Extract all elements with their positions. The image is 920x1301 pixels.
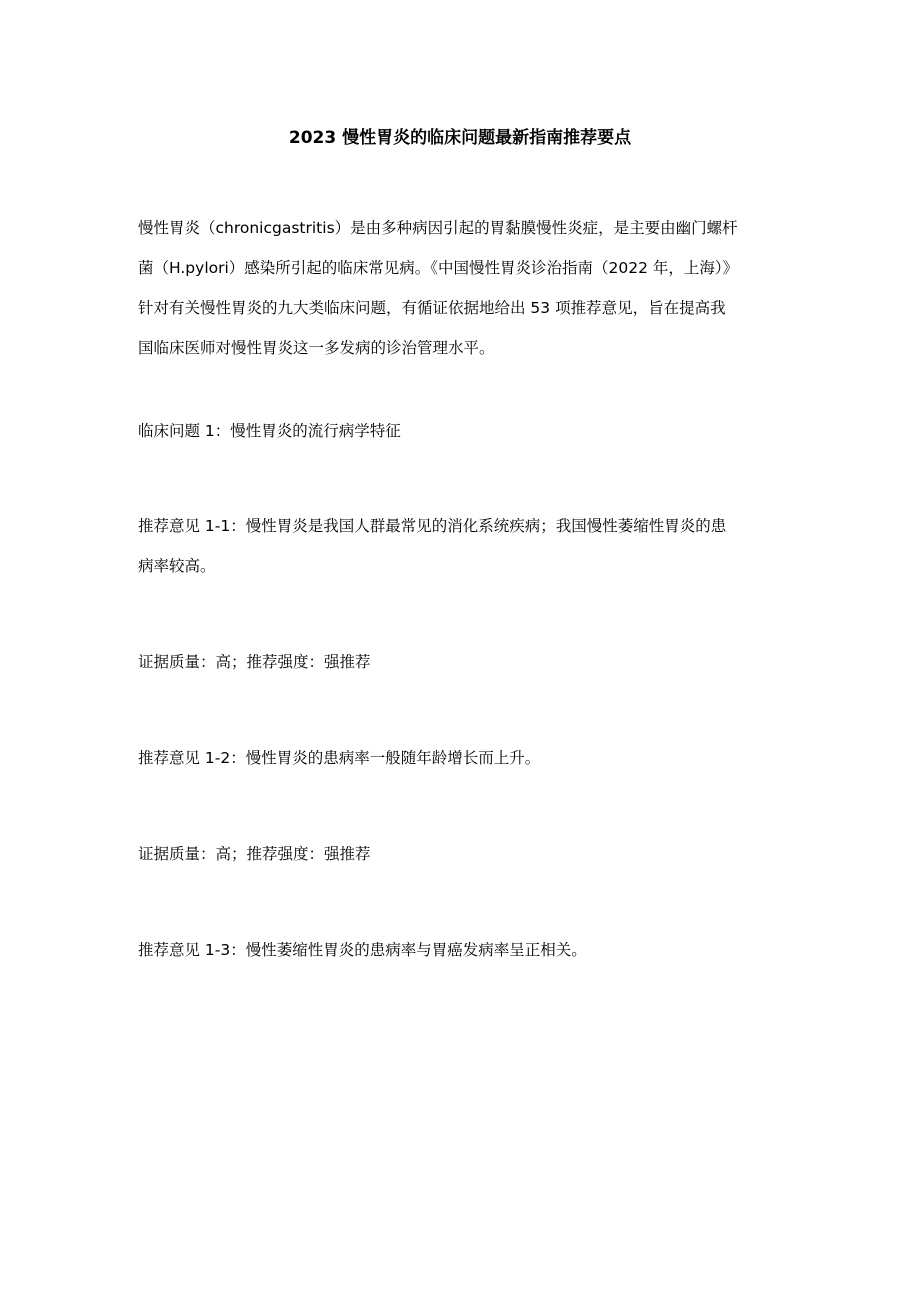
intro-line-3: 针对有关慢性胃炎的九大类临床问题，有循证依据地给出 53 项推荐意见，旨在提高我: [138, 299, 726, 317]
recommendation-1-2: [138, 738, 788, 778]
clinical-question-1: 临床问题 1：慢性胃炎的流行病学特征: [138, 422, 401, 440]
evidence-quality-2-text: 证据质量：高；推荐强度：强推荐: [138, 845, 371, 863]
document-body: [138, 208, 788, 970]
recommendation-1-1: [138, 506, 788, 586]
evidence-quality-2: [138, 834, 788, 874]
intro-line-2: 菌（H.pylori）感染所引起的临床常见病。《中国慢性胃炎诊治指南（2022 年，上海）》: [138, 259, 739, 277]
intro-line-4: 国临床医师对慢性胃炎这一多发病的诊治管理水平。: [138, 339, 495, 357]
recommendation-1-2-text: 推荐意见 1-2：慢性胃炎的患病率一般随年龄增长而上升。: [138, 749, 541, 767]
evidence-quality-1-text: 证据质量：高；推荐强度：强推荐: [138, 653, 371, 671]
clinical-question-heading: [138, 411, 788, 451]
recommendation-1-3: [138, 930, 788, 970]
evidence-quality-1: [138, 642, 788, 682]
recommendation-1-1-line-2: 病率较高。: [138, 557, 216, 575]
intro-paragraph: [138, 208, 788, 368]
intro-line-1: 慢性胃炎（chronicgastritis）是由多种病因引起的胃黏膜慢性炎症，是主要由幽门螺杆: [138, 219, 738, 237]
document-title: 2023 慢性胃炎的临床问题最新指南推荐要点: [288, 128, 632, 148]
recommendation-1-1-line-1: 推荐意见 1-1：慢性胃炎是我国人群最常见的消化系统疾病；我国慢性萎缩性胃炎的患: [138, 517, 727, 535]
recommendation-1-3-text: 推荐意见 1-3：慢性萎缩性胃炎的患病率与胃癌发病率呈正相关。: [138, 941, 587, 959]
